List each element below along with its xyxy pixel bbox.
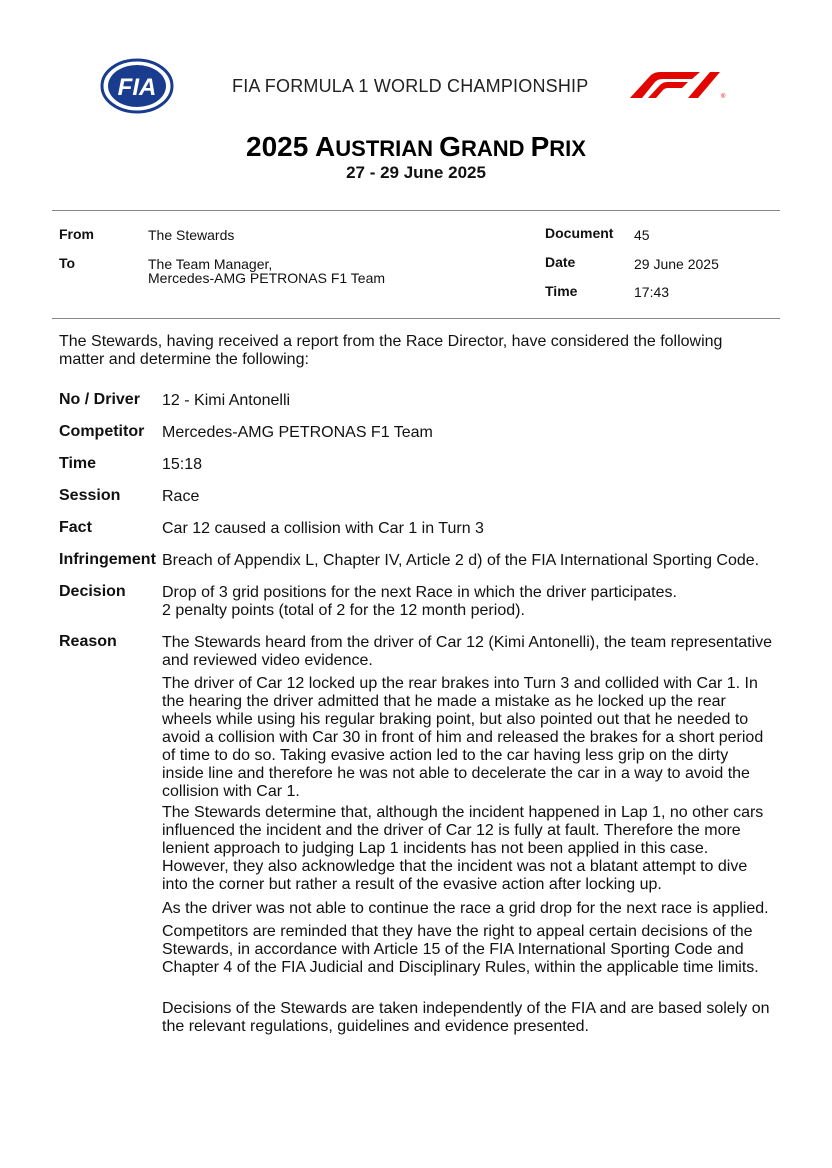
fia-logo [100, 58, 174, 114]
time-field-label: Time [59, 455, 97, 472]
independence-notice: Decisions of the Stewards are taken independently of the FIA and are based solely on the relevant regulations, guidelines and evidence presented. [162, 1000, 770, 1035]
time-label: Time [545, 283, 578, 299]
date-label: Date [545, 254, 576, 270]
decision-label: Decision [59, 583, 126, 600]
divider-bottom [52, 318, 780, 319]
intro-text: The Stewards, having received a report from the Race Director, have considered the following matter and determine the following: [59, 333, 723, 368]
reason-label: Reason [59, 633, 117, 650]
reason-paragraph-4: As the driver was not able to continue the race a grid drop for the next race is applied. [162, 900, 769, 917]
fact-value: Car 12 caused a collision with Car 1 in Turn 3 [162, 520, 484, 537]
title-part-1: 2025 AUSTRIAN [246, 131, 440, 162]
decision-line2: 2 penalty points (total of 2 for the 12 month period). [162, 602, 525, 619]
from-value: The Stewards [148, 227, 235, 243]
infringement-value: Breach of Appendix L, Chapter IV, Article 2 d) of the FIA International Sporting Code. [162, 552, 760, 569]
document-value: 45 [634, 227, 650, 243]
time-value: 17:43 [634, 284, 670, 300]
event-dates: 27 - 29 June 2025 [346, 163, 486, 182]
competitor-label: Competitor [59, 423, 145, 440]
driver-label: No / Driver [59, 391, 140, 408]
divider-top [52, 210, 780, 211]
fia-logo-text: FIA [117, 74, 157, 101]
title-part-3: PRIX [530, 131, 586, 162]
f1-logo [628, 70, 728, 100]
decision-line1: Drop of 3 grid positions for the next Race in which the driver participates. [162, 584, 677, 601]
to-label: To [59, 255, 76, 271]
reason-paragraph-3: The Stewards determine that, although the incident happened in Lap 1, no other cars influenced the incident and the driver of Car 12 is fully at fault. Therefore the more lenient approach to judging Lap 1 incidents has not been applied in this case. However, they also acknowledge that the incident was not a blatant attempt to dive into the corner but rather a result of the evasive action after locking up. [162, 804, 764, 893]
fact-label: Fact [59, 519, 92, 536]
time-field-value: 15:18 [162, 456, 203, 473]
championship-title: FIA FORMULA 1 WORLD CHAMPIONSHIP [232, 76, 589, 96]
session-label: Session [59, 487, 121, 504]
document-label: Document [545, 225, 614, 241]
reason-paragraph-1: The Stewards heard from the driver of Car 12 (Kimi Antonelli), the team representative and reviewed video evidence. [162, 634, 773, 669]
appeal-notice: Competitors are reminded that they have the right to appeal certain decisions of the Stewards, in accordance with Article 15 of the FIA International Sporting Code and Chapter 4 of the FIA Judicial and Disciplinary Rules, within the applicable time limits. [162, 923, 759, 976]
session-value: Race [162, 488, 200, 505]
infringement-label: Infringement [59, 551, 156, 568]
reason-paragraph-2: The driver of Car 12 locked up the rear brakes into Turn 3 and collided with Car 1. In the hearing the driver admitted that he made a mistake as he locked up the rear wheels while using his regular braking point, but also pointed out that he needed to avoid a collision with Car 30 in front of him and released the brakes for a short period of time to do so. Taking evasive action led to the car having less grip on the dirty inside line and therefore he was not able to decelerate the car in a way to avoid the collision with Car 1. [162, 675, 764, 800]
competitor-value: Mercedes-AMG PETRONAS F1 Team [162, 424, 433, 441]
to-line2: Mercedes-AMG PETRONAS F1 Team [148, 270, 386, 286]
svg-text:®: ® [721, 94, 726, 100]
to-line1: The Team Manager, [148, 256, 273, 272]
from-label: From [59, 226, 94, 242]
date-value: 29 June 2025 [634, 256, 719, 272]
driver-value: 12 - Kimi Antonelli [162, 392, 291, 409]
page-title [0, 131, 832, 163]
title-part-2: GRAND [439, 131, 531, 162]
